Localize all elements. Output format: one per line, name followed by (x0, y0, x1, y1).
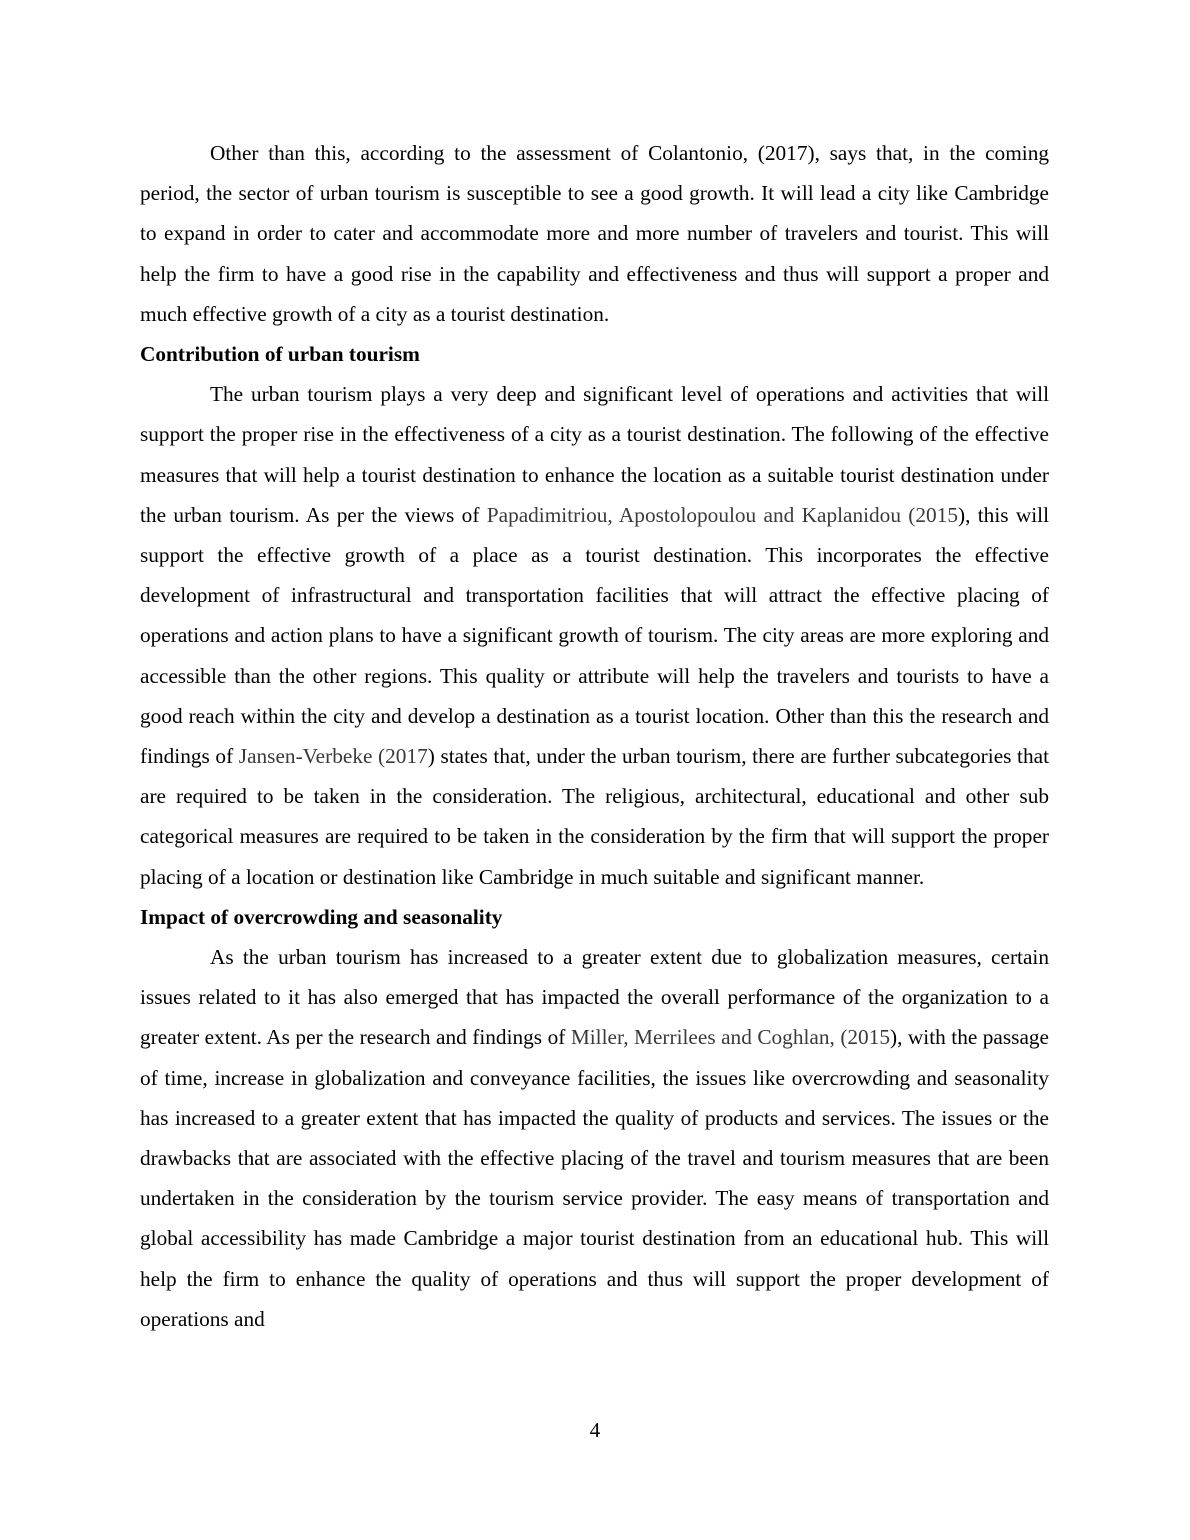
paragraph-text: ), with the passage of time, increase in globalization and conveyance facilities, the issues like overcrowding and seasonality has increased to a greater extent that has impacted the quality of products and services. The issues or the drawbacks that are associated with the effective placing of the travel and tourism measures that are been undertaken in the consideration by the tourism service provider. The easy means of transportation and global accessibility has made Cambridge a major tourist destination from an educational hub. This will help the firm to enhance the quality of operations and thus will support the proper development of operations and (140, 1025, 1050, 1331)
paragraph (140, 937, 1049, 1339)
page-number: 4 (589, 1418, 601, 1442)
paragraph (140, 374, 1049, 897)
citation: Miller, Merrilees and Coghlan, (2015 (570, 1025, 891, 1050)
document-body (140, 133, 1049, 1339)
paragraph-text: The urban tourism plays a very deep and significant level of operations and activities that will support the proper rise in the effectiveness of a city as a tourist destination. The following of the effective measures that will help a tourist destination to enhance the location as a suitable tourist destination under the urban tourism. As per the views of (140, 382, 1049, 527)
paragraph-text: ), this will support the effective growth of a place as a tourist destination. This incorporates the effective development of infrastructural and transportation facilities that will attract the effective placing of operations and action plans to have a significant growth of tourism. The city areas are more exploring and accessible than the other regions. This quality or attribute will help the travelers and tourists to have a good reach within the city and develop a destination as a tourist location. Other than this the research and findings of (140, 502, 1049, 769)
section-heading: Contribution of urban tourism (140, 342, 420, 367)
citation: Papadimitriou, Apostolopoulou and Kaplanidou (2015 (486, 502, 958, 527)
section-heading: Impact of overcrowding and seasonality (140, 904, 503, 929)
citation: Jansen-Verbeke (2017 (238, 744, 428, 769)
paragraph-text: Other than this, according to the assessment of Colantonio, (2017), says that, in the coming period, the sector of urban tourism is susceptible to see a good growth. It will lead a city like Cambridge to expand in order to cater and accommodate more and more number of travelers and tourist. This will help the firm to have a good rise in the capability and effectiveness and thus will support a proper and much effective growth of a city as a tourist destination. (140, 141, 1049, 326)
paragraph-text: ) states that, under the urban tourism, there are further subcategories that are required to be taken in the consideration. The religious, architectural, educational and other sub categorical measures are required to be taken in the consideration by the firm that will support the proper placing of a location or destination like Cambridge in much suitable and significant manner. (140, 744, 1049, 889)
paragraph (140, 133, 1049, 334)
paragraph-text: As the urban tourism has increased to a greater extent due to globalization measures, certain issues related to it has also emerged that has impacted the overall performance of the organization to a greater extent. As per the research and findings of (140, 945, 1049, 1050)
